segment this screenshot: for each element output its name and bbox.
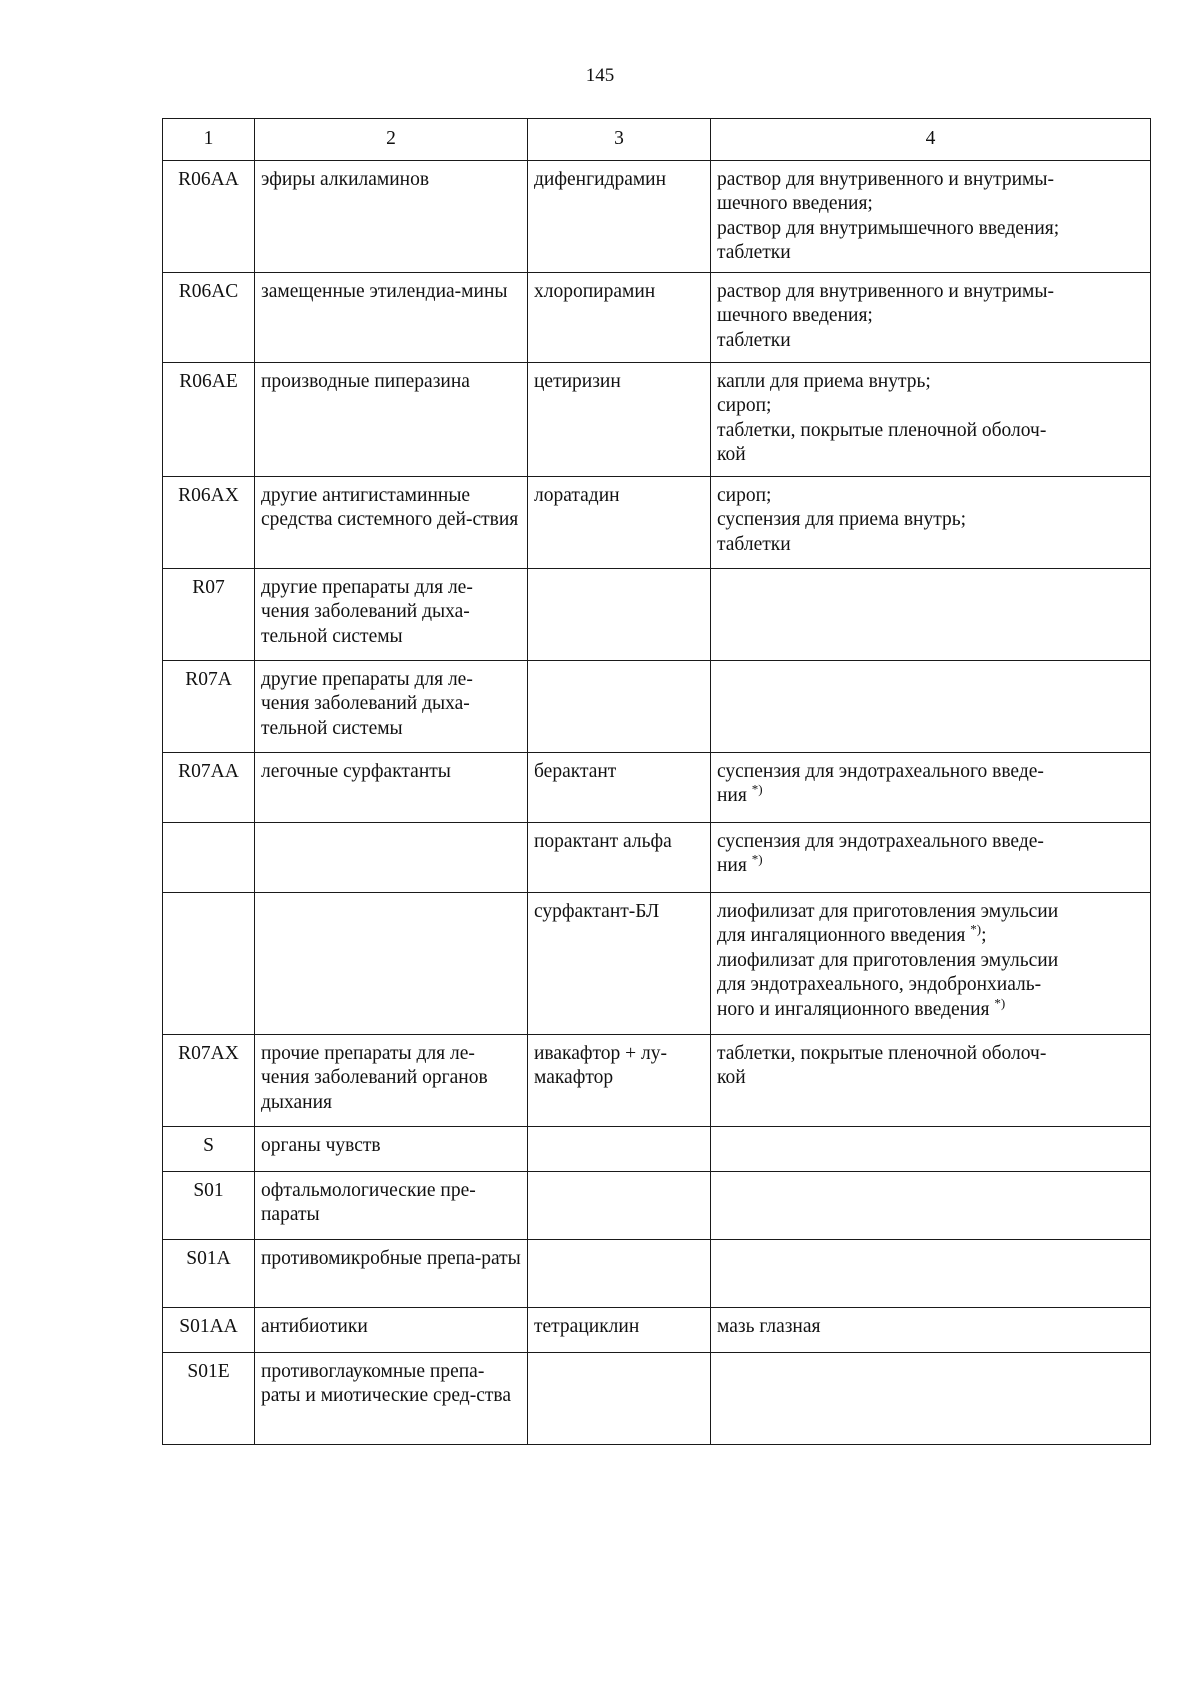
group-name-cell: органы чувств <box>255 1126 528 1171</box>
atc-code-cell: S01A <box>163 1239 255 1307</box>
column-header: 3 <box>528 119 711 161</box>
dosage-form-line: для ингаляционного введения *); <box>717 921 987 946</box>
dosage-form-line: для эндотрахеального, эндобронхиаль- <box>717 974 1042 995</box>
dosage-forms-cell <box>711 1239 1151 1307</box>
drug-name-cell <box>528 1171 711 1239</box>
drug-name-cell: тетрациклин <box>528 1307 711 1352</box>
group-name-cell <box>255 892 528 1034</box>
column-header: 1 <box>163 119 255 161</box>
dosage-form-line: таблетки, покрытые пленочной оболоч- <box>717 419 1047 441</box>
page-number: 145 <box>585 65 615 86</box>
dosage-form-line: суспензия для эндотрахеального введе- <box>717 830 1044 852</box>
drug-name-cell <box>528 1239 711 1307</box>
atc-code-cell: R06AA <box>163 160 255 272</box>
table-row <box>163 1307 1151 1352</box>
footnote-mark: *) <box>751 781 763 797</box>
dosage-forms-cell <box>711 362 1151 476</box>
table-row <box>163 1034 1151 1126</box>
dosage-forms-cell <box>711 1171 1151 1239</box>
dosage-form-line: суспензия для эндотрахеального введе- <box>717 760 1044 782</box>
atc-code-cell <box>163 892 255 1034</box>
dosage-form-line: сироп; <box>717 484 772 506</box>
dosage-forms-cell <box>711 1352 1151 1444</box>
drug-name-cell <box>528 568 711 660</box>
dosage-forms-cell <box>711 660 1151 752</box>
group-name-cell: офтальмологические пре-параты <box>255 1171 528 1239</box>
dosage-form-line: таблетки <box>717 329 791 351</box>
table-row <box>163 160 1151 272</box>
group-name-cell: прочие препараты для ле-чения заболеваний органов дыхания <box>255 1034 528 1126</box>
group-name-cell: эфиры алкиламинов <box>255 160 528 272</box>
table-row <box>163 822 1151 892</box>
table-row <box>163 1352 1151 1444</box>
atc-code-cell: R06AC <box>163 272 255 362</box>
group-name-cell: легочные сурфактанты <box>255 752 528 822</box>
atc-code-cell: R07A <box>163 660 255 752</box>
footnote-mark: *) <box>751 851 763 867</box>
group-name-cell: другие антигистаминные средства системного дей-ствия <box>255 476 528 568</box>
atc-code-cell: S01 <box>163 1171 255 1239</box>
group-name-cell: производные пиперазина <box>255 362 528 476</box>
dosage-forms-cell <box>711 476 1151 568</box>
drug-name-cell: порактант альфа <box>528 822 711 892</box>
dosage-form-line: шечного введения; <box>717 305 873 326</box>
dosage-form-line: сироп; <box>717 395 772 416</box>
atc-code-cell: R06AE <box>163 362 255 476</box>
drug-name-cell <box>528 1352 711 1444</box>
drug-name-cell: цетиризин <box>528 362 711 476</box>
group-name-cell: антибиотики <box>255 1307 528 1352</box>
footnote-mark: *) <box>970 921 982 937</box>
drug-name-cell: ивакафтор + лу-макафтор <box>528 1034 711 1126</box>
dosage-form-line: мазь глазная <box>717 1315 821 1337</box>
drug-name-cell <box>528 1126 711 1171</box>
table-row <box>163 568 1151 660</box>
atc-code-cell: R06AX <box>163 476 255 568</box>
group-name-cell: другие препараты для ле-чения заболеваний дыха-тельной системы <box>255 568 528 660</box>
footnote-mark: *) <box>994 995 1006 1010</box>
drug-name-cell: лоратадин <box>528 476 711 568</box>
table-row <box>163 362 1151 476</box>
dosage-form-line: лиофилизат для приготовления эмульсии <box>717 900 1059 922</box>
dosage-form-line: ния *) <box>717 851 763 876</box>
dosage-form-line: раствор для внутримышечного введения; <box>717 217 1060 239</box>
drug-name-cell <box>528 660 711 752</box>
table-row <box>163 476 1151 568</box>
column-header: 2 <box>255 119 528 161</box>
dosage-form-line: таблетки <box>717 533 791 555</box>
drug-table <box>162 118 1151 1445</box>
table-row <box>163 1171 1151 1239</box>
drug-name-cell: дифенгидрамин <box>528 160 711 272</box>
dosage-forms-cell <box>711 822 1151 892</box>
dosage-form-line: кой <box>717 444 746 465</box>
group-name-cell: замещенные этилендиа-мины <box>255 272 528 362</box>
drug-name-cell: хлоропирамин <box>528 272 711 362</box>
atc-code-cell: R07AX <box>163 1034 255 1126</box>
dosage-form-line: кой <box>717 1067 746 1088</box>
dosage-forms-cell <box>711 1034 1151 1126</box>
group-name-cell: противоглаукомные препа-раты и миотические сред-ства <box>255 1352 528 1444</box>
atc-code-cell: S <box>163 1126 255 1171</box>
atc-code-cell: R07 <box>163 568 255 660</box>
group-name-cell <box>255 822 528 892</box>
dosage-forms-cell <box>711 272 1151 362</box>
table-row <box>163 1126 1151 1171</box>
dosage-forms-cell <box>711 160 1151 272</box>
group-name-cell: противомикробные препа-раты <box>255 1239 528 1307</box>
dosage-form-line: суспензия для приема внутрь; <box>717 509 967 530</box>
table-header-row <box>163 119 1151 161</box>
dosage-form-line: таблетки, покрытые пленочной оболоч- <box>717 1042 1047 1064</box>
table-body <box>163 160 1151 1444</box>
dosage-form-line: ния *) <box>717 781 763 806</box>
dosage-forms-cell <box>711 752 1151 822</box>
dosage-form-line: шечного введения; <box>717 193 873 214</box>
atc-code-cell <box>163 822 255 892</box>
atc-code-cell: R07AA <box>163 752 255 822</box>
atc-code-cell: S01E <box>163 1352 255 1444</box>
dosage-form-line: раствор для внутривенного и внутримы- <box>717 168 1054 190</box>
dosage-form-line: лиофилизат для приготовления эмульсии <box>717 949 1059 971</box>
column-header: 4 <box>711 119 1151 161</box>
dosage-forms-cell <box>711 1126 1151 1171</box>
table-row <box>163 752 1151 822</box>
group-name-cell: другие препараты для ле-чения заболеваний дыха-тельной системы <box>255 660 528 752</box>
drug-name-cell: сурфактант-БЛ <box>528 892 711 1034</box>
table-row <box>163 1239 1151 1307</box>
dosage-forms-cell <box>711 568 1151 660</box>
dosage-form-line: таблетки <box>717 242 791 263</box>
table-row <box>163 272 1151 362</box>
dosage-form-line: раствор для внутривенного и внутримы- <box>717 280 1054 302</box>
table-row <box>163 660 1151 752</box>
drug-name-cell: берактант <box>528 752 711 822</box>
dosage-forms-cell <box>711 1307 1151 1352</box>
atc-code-cell: S01AA <box>163 1307 255 1352</box>
table-row <box>163 892 1151 1034</box>
dosage-form-line: капли для приема внутрь; <box>717 370 931 392</box>
dosage-forms-cell <box>711 892 1151 1034</box>
dosage-form-line: ного и ингаляционного введения *) <box>717 995 1006 1020</box>
